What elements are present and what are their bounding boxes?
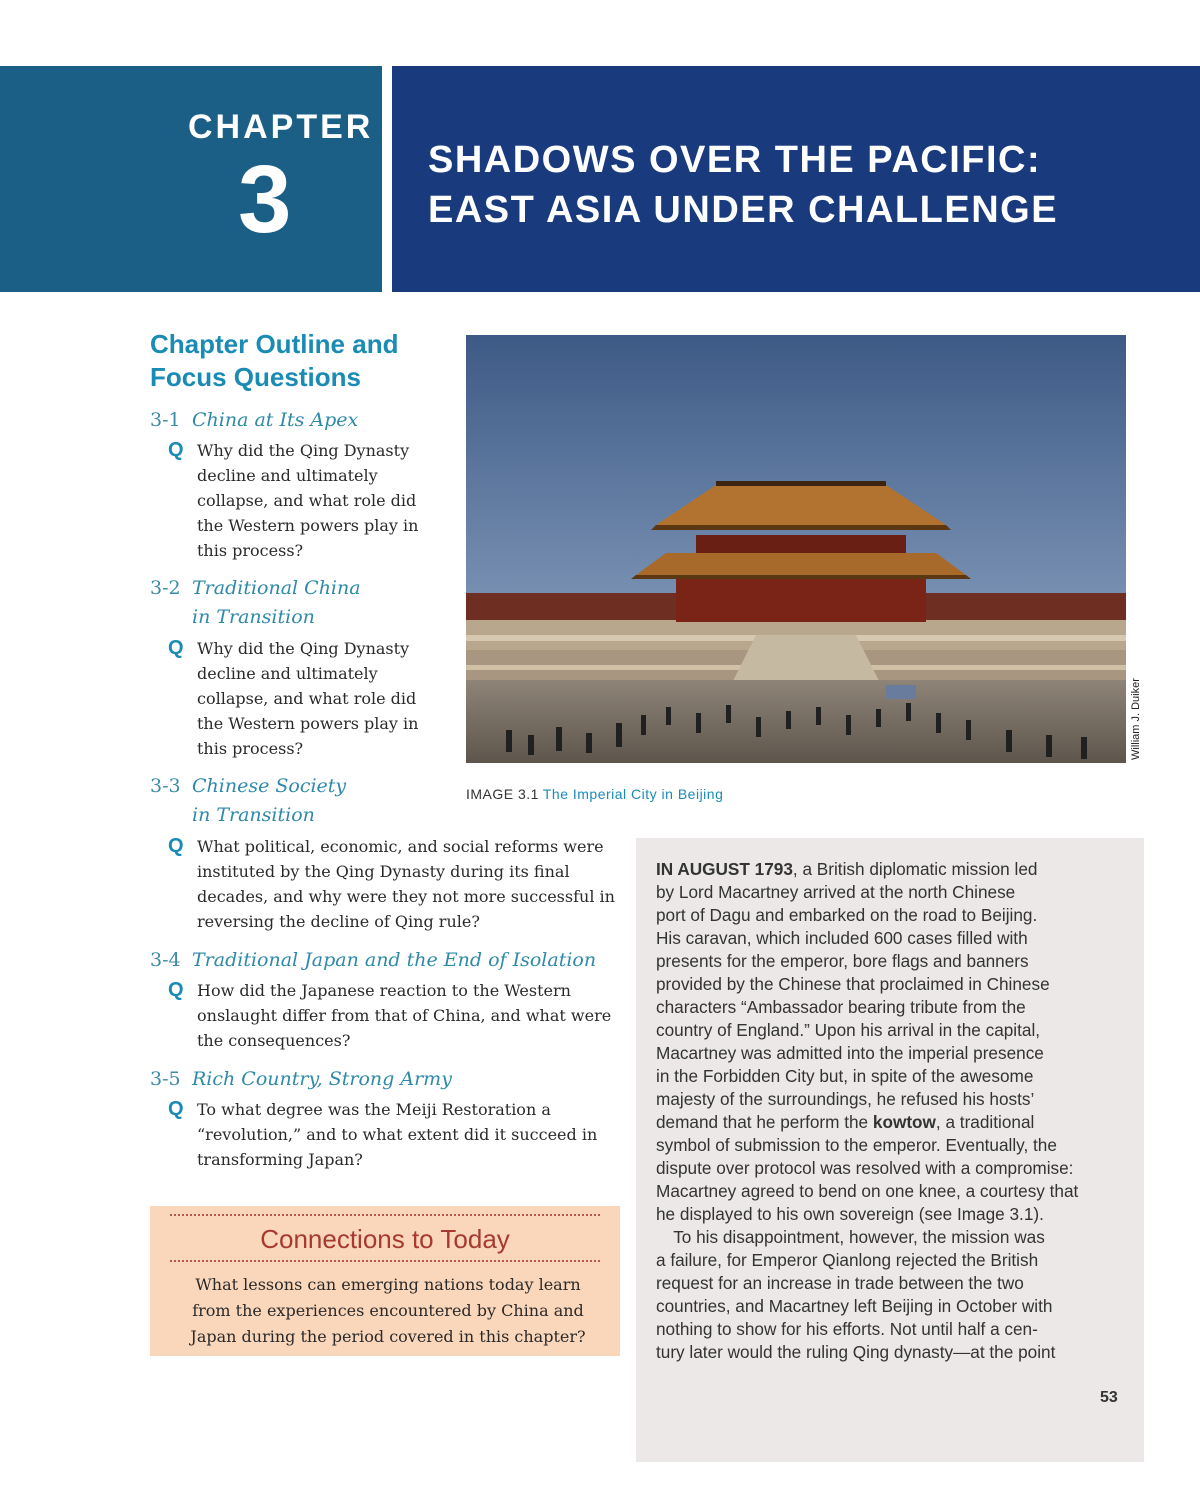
page-number: 53: [1100, 1389, 1118, 1406]
narrative-line: His caravan, which included 600 cases filled with: [656, 928, 1028, 948]
outline-heading-line: Chapter Outline and: [150, 329, 399, 359]
section-title-text: in Transition: [192, 606, 315, 628]
connections-line: What lessons can emerging nations today learn: [195, 1275, 581, 1294]
question-line: What political, economic, and social reforms were: [197, 837, 604, 856]
narrative-line: demand that he perform the: [656, 1112, 873, 1132]
section-title-text: Traditional China: [192, 577, 361, 599]
question-icon: Q: [168, 835, 184, 857]
dotted-rule: [170, 1260, 600, 1262]
narrative-line: , a British diplomatic mission led: [792, 859, 1038, 879]
connections-box: [150, 1206, 620, 1356]
question-line: “revolution,” and to what extent did it succeed in: [197, 1125, 598, 1144]
section-title-text: in Transition: [192, 804, 315, 826]
narrative-line: To his disappointment, however, the mission was: [656, 1227, 1045, 1247]
narrative-line: provided by the Chinese that proclaimed in Chinese: [656, 974, 1050, 994]
question-line: To what degree was the Meiji Restoration a: [197, 1100, 551, 1119]
chapter-title-line: SHADOWS OVER THE PACIFIC:: [428, 139, 1042, 181]
narrative-line: , a traditional: [935, 1112, 1035, 1132]
section-title-text: Chinese Society: [192, 775, 347, 797]
outline-heading: [150, 328, 398, 394]
question-line: decades, and why were they not more successful in: [197, 887, 615, 906]
narrative-line: symbol of submission to the emperor. Eventually, the: [656, 1135, 1057, 1155]
narrative-line: Macartney was admitted into the imperial presence: [656, 1043, 1044, 1063]
photo-credit: William J. Duiker: [1130, 678, 1142, 760]
section-number: 3-4: [150, 949, 181, 971]
question-line: Why did the Qing Dynasty: [197, 639, 410, 658]
question-line: collapse, and what role did: [197, 491, 417, 510]
chapter-banner: [0, 66, 382, 292]
focus-question: [168, 978, 611, 1053]
connections-title: Connections to Today: [260, 1224, 510, 1254]
question-icon: Q: [168, 979, 184, 1001]
imperial-city-photo: [466, 335, 1126, 763]
image-caption: [466, 786, 723, 802]
section-title-text: Traditional Japan and the End of Isolation: [192, 949, 597, 971]
narrative-line: a failure, for Emperor Qianlong rejected the British: [656, 1250, 1039, 1270]
narrative-line: countries, and Macartney left Beijing in October with: [656, 1296, 1053, 1316]
question-line: the Western powers play in: [197, 516, 419, 535]
section-number: 3-3: [150, 775, 181, 797]
narrative-line: Macartney agreed to bend on one knee, a courtesy that: [656, 1181, 1079, 1201]
question-line: reversing the decline of Qing rule?: [197, 912, 480, 931]
connections-line: Japan during the period covered in this chapter?: [190, 1327, 586, 1346]
narrative-line: by Lord Macartney arrived at the north Chinese: [656, 882, 1016, 902]
narrative-line: presents for the emperor, bore flags and banners: [656, 951, 1029, 971]
connections-body: [178, 1272, 598, 1350]
outline-heading-line: Focus Questions: [150, 362, 361, 392]
dotted-rule: [170, 1214, 600, 1216]
section-title: [150, 772, 346, 830]
narrative-line: request for an increase in trade between the two: [656, 1273, 1024, 1293]
question-icon: Q: [168, 637, 184, 659]
narrative-line: port of Dagu and embarked on the road to Beijing.: [656, 905, 1038, 925]
focus-question: [168, 636, 418, 761]
chapter-title: [428, 135, 1168, 235]
connections-line: from the experiences encountered by China and: [192, 1301, 584, 1320]
section-number: 3-1: [150, 409, 181, 431]
question-line: How did the Japanese reaction to the Western: [197, 981, 571, 1000]
narrative-text: [656, 858, 1132, 1364]
section-number: 3-5: [150, 1068, 181, 1090]
lead-in: IN AUGUST 1793: [656, 859, 793, 879]
section-title-text: China at Its Apex: [192, 409, 359, 431]
narrative-panel: [636, 838, 1144, 1462]
question-line: Why did the Qing Dynasty: [197, 441, 410, 460]
question-line: onslaught differ from that of China, and what were: [197, 1006, 612, 1025]
narrative-line: tury later would the ruling Qing dynasty—at the point: [656, 1342, 1056, 1362]
question-line: decline and ultimately: [197, 466, 378, 485]
chapter-label: CHAPTER: [188, 108, 374, 146]
narrative-line: dispute over protocol was resolved with a compromise:: [656, 1158, 1074, 1178]
narrative-line: country of England.” Upon his arrival in the capital,: [656, 1020, 1041, 1040]
question-icon: Q: [168, 1098, 184, 1120]
question-line: transforming Japan?: [197, 1150, 363, 1169]
focus-question: [168, 834, 615, 934]
key-term-kowtow: kowtow: [872, 1112, 936, 1132]
question-icon: Q: [168, 439, 184, 461]
narrative-line: characters “Ambassador bearing tribute from the: [656, 997, 1026, 1017]
narrative-line: nothing to show for his efforts. Not until half a cen-: [656, 1319, 1038, 1339]
question-line: this process?: [197, 739, 304, 758]
question-line: collapse, and what role did: [197, 689, 417, 708]
question-line: this process?: [197, 541, 304, 560]
section-number: 3-2: [150, 577, 181, 599]
section-title: [150, 1065, 452, 1094]
section-title: [150, 574, 361, 632]
section-title: [150, 406, 358, 435]
focus-question: [168, 1097, 597, 1172]
narrative-line: majesty of the surroundings, he refused his hosts’: [656, 1089, 1035, 1109]
narrative-line: in the Forbidden City but, in spite of the awesome: [656, 1066, 1034, 1086]
caption-label: IMAGE 3.1: [466, 786, 539, 802]
question-line: instituted by the Qing Dynasty during its final: [197, 862, 570, 881]
question-line: decline and ultimately: [197, 664, 378, 683]
focus-question: [168, 438, 418, 563]
caption-text: The Imperial City in Beijing: [542, 786, 724, 802]
chapter-number: 3: [238, 146, 292, 253]
narrative-line: he displayed to his own sovereign (see Image 3.1).: [656, 1204, 1044, 1224]
question-line: the Western powers play in: [197, 714, 419, 733]
question-line: the consequences?: [197, 1031, 351, 1050]
chapter-title-line: EAST ASIA UNDER CHALLENGE: [428, 189, 1059, 231]
section-title-text: Rich Country, Strong Army: [192, 1068, 452, 1090]
section-title: [150, 946, 596, 975]
